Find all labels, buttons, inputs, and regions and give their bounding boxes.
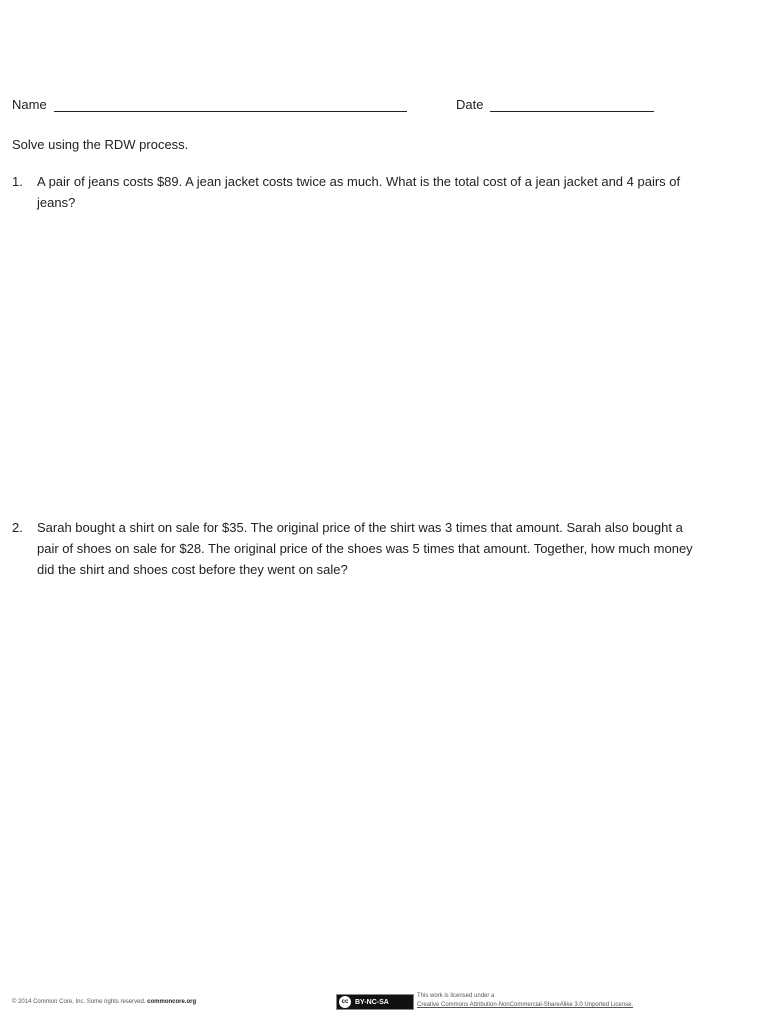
problem-number: 2. (12, 520, 23, 535)
license-line: This work is licensed under a (417, 993, 495, 999)
license-link[interactable]: Creative Commons Attribution-NonCommercial-ShareAlike 3.0 Unported License. (417, 1002, 634, 1008)
copyright-footer (12, 999, 196, 1005)
site-name: commoncore.org (147, 999, 197, 1005)
license-notice (417, 992, 633, 1010)
problem-text: A pair of jeans costs $89. A jean jacket costs twice as much. What is the total cost of a jean jacket and 4 pairs of jeans? (37, 174, 681, 210)
name-line (54, 111, 407, 112)
date-line (490, 111, 654, 112)
problem-2 (12, 517, 702, 583)
problem-number: 1. (12, 174, 23, 189)
name-label: Name (12, 97, 47, 112)
date-label: Date (456, 97, 484, 112)
cc-license-badge (336, 994, 414, 1010)
copyright-text: © 2014 Common Core, Inc. Some rights reserved. (12, 999, 146, 1005)
problem-text: Sarah bought a shirt on sale for $35. The original price of the shirt was 3 times that amount. Sarah also bought a pair of shoes on sale for $28. The original price of the shoes was 5 times that amount. Together, how much money did the shirt and shoes cost before they went on sale? (37, 520, 693, 577)
problem-1 (12, 171, 702, 215)
instructions: Solve using the RDW process. (12, 137, 189, 152)
cc-icon: cc (339, 996, 351, 1008)
cc-badge-label: BY-NC-SA (355, 998, 389, 1006)
